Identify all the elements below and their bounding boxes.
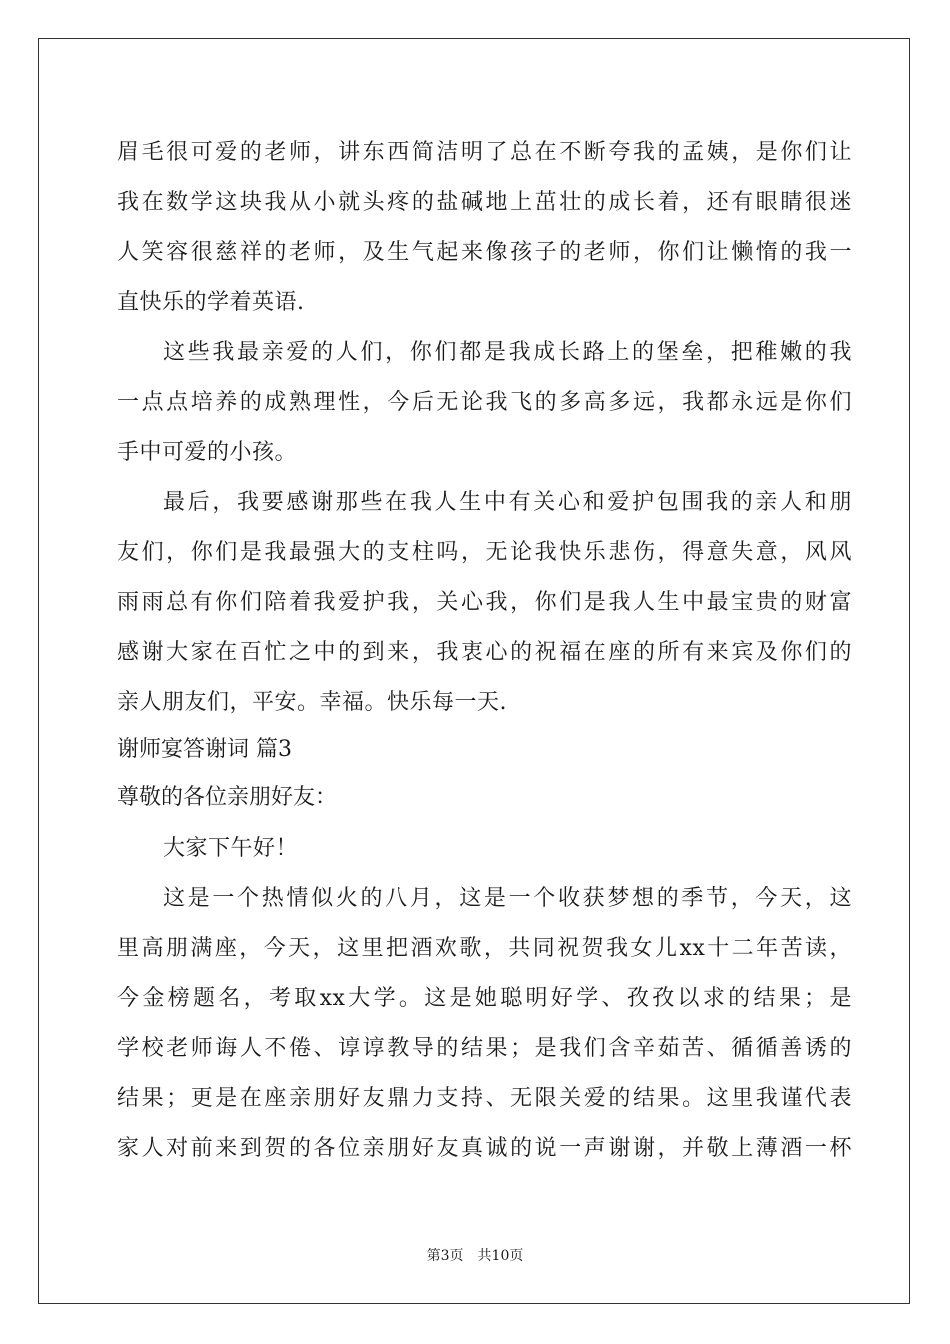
text-line: 最后，我要感谢那些在我人生中有关心和爱护包围我的亲人和朋: [163, 490, 852, 515]
text-line: 人笑容很慈祥的老师，及生气起来像孩子的老师，你们让懒惰的我一: [117, 240, 852, 265]
text-line: 今金榜题名，考取xx大学。这是她聪明好学、孜孜以求的结果；是: [117, 986, 852, 1011]
text-line: 直快乐的学着英语.: [117, 290, 305, 315]
text-line: 友们，你们是我最强大的支柱吗，无论我快乐悲伤，得意失意，风风: [117, 540, 852, 565]
text-line: 家人对前来到贺的各位亲朋好友真诚的说一声谢谢，并敬上薄酒一杯: [117, 1136, 852, 1161]
page-number: 第3页: [426, 1248, 464, 1264]
page-footer: [0, 1246, 950, 1266]
text-line: 一点点培养的成熟理性，今后无论我飞的多高多远，我都永远是你们: [117, 390, 852, 415]
text-line: 我在数学这块我从小就头疼的盐碱地上茁壮的成长着，还有眼睛很迷: [117, 190, 852, 215]
paragraph-4: [117, 874, 852, 1174]
text-line: 眉毛很可爱的老师，讲东西简洁明了总在不断夸我的孟姨，是你们让: [117, 140, 852, 165]
total-pages: 共10页: [477, 1248, 524, 1264]
section-heading: 谢师宴答谢词 篇3: [117, 737, 292, 762]
text-line: 里高朋满座，今天，这里把酒欢歌，共同祝贺我女儿xx十二年苦读，: [117, 936, 852, 961]
text-line: 学校老师诲人不倦、谆谆教导的结果；是我们含辛茹苦、循循善诱的: [117, 1036, 852, 1061]
greeting: 大家下午好！: [163, 836, 299, 861]
paragraph-3: [117, 478, 852, 728]
text-line: 亲人朋友们，平安。幸福。快乐每一天.: [117, 690, 507, 715]
document-body: [117, 128, 852, 1174]
text-line: 感谢大家在百忙之中的到来，我衷心的祝福在座的所有来宾及你们的: [117, 640, 852, 665]
text-line: 手中可爱的小孩。: [117, 440, 298, 465]
text-line: 雨雨总有你们陪着我爱护我，关心我，你们是我人生中最宝贵的财富: [117, 590, 852, 615]
text-line: 这些我最亲爱的人们，你们都是我成长路上的堡垒，把稚嫩的我: [163, 340, 852, 365]
salutation: 尊敬的各位亲朋好友：: [117, 785, 338, 810]
paragraph-1: [117, 128, 852, 328]
paragraph-2: [117, 328, 852, 478]
text-line: 结果；更是在座亲朋好友鼎力支持、无限关爱的结果。这里我谨代表: [117, 1086, 852, 1111]
text-line: 这是一个热情似火的八月，这是一个收获梦想的季节，今天，这: [163, 886, 852, 911]
